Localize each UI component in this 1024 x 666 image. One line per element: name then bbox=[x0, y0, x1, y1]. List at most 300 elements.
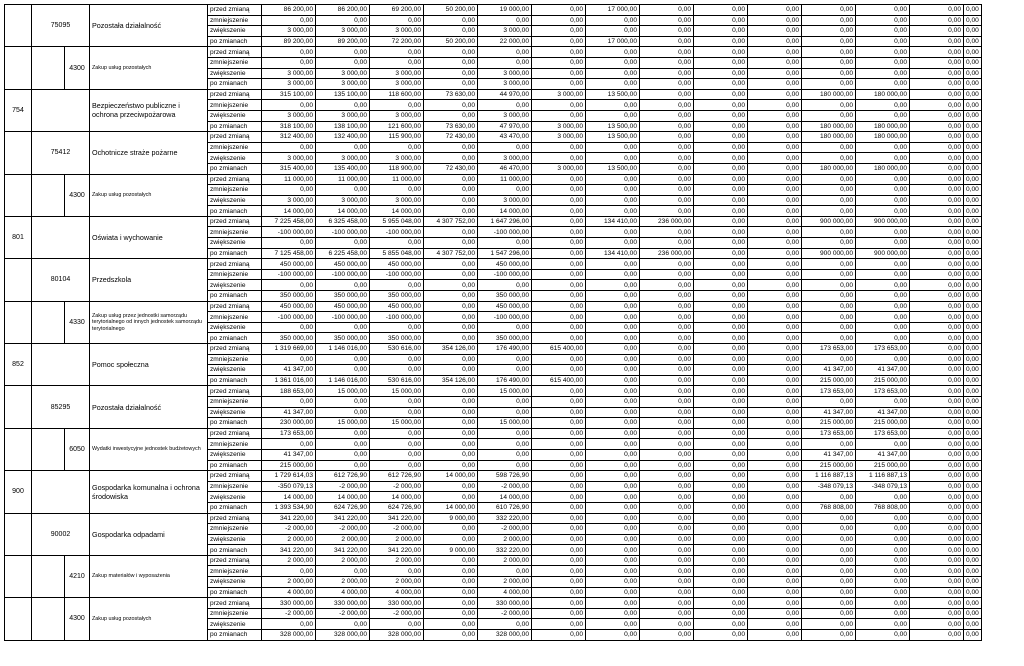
amount-cell: 3 000,00 bbox=[532, 132, 586, 143]
amount-cell: 0,00 bbox=[640, 280, 694, 291]
amount-cell: 0,00 bbox=[748, 428, 802, 439]
amount-cell: 0,00 bbox=[640, 238, 694, 249]
amount-cell: 0,00 bbox=[910, 513, 964, 524]
amount-cell: 0,00 bbox=[910, 301, 964, 312]
amount-cell: 0,00 bbox=[370, 619, 424, 630]
amount-cell: 0,00 bbox=[586, 566, 640, 577]
amount-cell: 50 200,00 bbox=[424, 5, 478, 16]
division-cell bbox=[5, 386, 32, 428]
amount-cell: 0,00 bbox=[532, 153, 586, 164]
amount-cell: 0,00 bbox=[964, 502, 982, 513]
amount-cell: 0,00 bbox=[748, 15, 802, 26]
amount-cell: 15 000,00 bbox=[478, 418, 532, 429]
amount-cell: 0,00 bbox=[910, 502, 964, 513]
amount-cell: 0,00 bbox=[694, 132, 748, 143]
amount-cell: 0,00 bbox=[802, 524, 856, 535]
amount-cell: 0,00 bbox=[316, 449, 370, 460]
amount-cell: 0,00 bbox=[586, 291, 640, 302]
amount-cell: 2 000,00 bbox=[262, 555, 316, 566]
amount-cell: 0,00 bbox=[802, 577, 856, 588]
amount-cell: 3 000,00 bbox=[370, 68, 424, 79]
amount-cell: 0,00 bbox=[532, 79, 586, 90]
amount-cell: -2 000,00 bbox=[262, 524, 316, 535]
amount-cell: 768 808,00 bbox=[802, 502, 856, 513]
amount-cell: 0,00 bbox=[802, 15, 856, 26]
amount-cell: 0,00 bbox=[964, 534, 982, 545]
amount-cell: 0,00 bbox=[694, 89, 748, 100]
amount-cell: 173 653,00 bbox=[802, 428, 856, 439]
amount-cell: 0,00 bbox=[640, 227, 694, 238]
amount-cell: 0,00 bbox=[586, 79, 640, 90]
amount-cell: 0,00 bbox=[748, 333, 802, 344]
amount-cell: 0,00 bbox=[262, 238, 316, 249]
amount-cell: 41 347,00 bbox=[802, 449, 856, 460]
amount-cell: 3 000,00 bbox=[316, 26, 370, 37]
change-type-label: zwiększenie bbox=[208, 365, 262, 376]
amount-cell: 1 729 614,03 bbox=[262, 471, 316, 482]
amount-cell: -2 000,00 bbox=[478, 608, 532, 619]
section-name: Pozostała działalność bbox=[90, 5, 208, 47]
amount-cell: 0,00 bbox=[748, 280, 802, 291]
amount-cell: 0,00 bbox=[694, 269, 748, 280]
change-type-label: przed zmianą bbox=[208, 598, 262, 609]
change-type-label: zwiększenie bbox=[208, 238, 262, 249]
amount-cell: 530 616,00 bbox=[370, 344, 424, 355]
section-name: Oświata i wychowanie bbox=[90, 216, 208, 258]
amount-cell: 0,00 bbox=[910, 312, 964, 323]
amount-cell: 0,00 bbox=[802, 185, 856, 196]
amount-cell: 0,00 bbox=[964, 57, 982, 68]
amount-cell: 0,00 bbox=[640, 163, 694, 174]
amount-cell: 3 000,00 bbox=[478, 68, 532, 79]
amount-cell: 0,00 bbox=[802, 280, 856, 291]
amount-cell: 4 000,00 bbox=[262, 587, 316, 598]
amount-cell: 0,00 bbox=[640, 110, 694, 121]
amount-cell: 0,00 bbox=[748, 577, 802, 588]
amount-cell: 330 000,00 bbox=[370, 598, 424, 609]
amount-cell: 0,00 bbox=[910, 396, 964, 407]
amount-cell: 0,00 bbox=[640, 301, 694, 312]
amount-cell: 0,00 bbox=[910, 492, 964, 503]
amount-cell: 0,00 bbox=[856, 354, 910, 365]
table-row bbox=[5, 555, 982, 566]
change-type-label: zmniejszenie bbox=[208, 227, 262, 238]
table-row bbox=[5, 216, 982, 227]
amount-cell: 0,00 bbox=[316, 280, 370, 291]
amount-cell: 0,00 bbox=[748, 57, 802, 68]
change-type-label: zwiększenie bbox=[208, 619, 262, 630]
amount-cell: 0,00 bbox=[640, 174, 694, 185]
amount-cell: 0,00 bbox=[964, 195, 982, 206]
amount-cell: 0,00 bbox=[586, 153, 640, 164]
amount-cell: 2 000,00 bbox=[316, 534, 370, 545]
amount-cell: 0,00 bbox=[748, 153, 802, 164]
amount-cell: 0,00 bbox=[964, 460, 982, 471]
amount-cell: 3 000,00 bbox=[262, 195, 316, 206]
amount-cell: 72 430,00 bbox=[424, 163, 478, 174]
amount-cell: 0,00 bbox=[802, 100, 856, 111]
amount-cell: 0,00 bbox=[640, 121, 694, 132]
amount-cell: 3 000,00 bbox=[370, 26, 424, 37]
amount-cell: 0,00 bbox=[694, 375, 748, 386]
amount-cell: 0,00 bbox=[478, 322, 532, 333]
amount-cell: 14 000,00 bbox=[424, 471, 478, 482]
amount-cell: 0,00 bbox=[424, 577, 478, 588]
amount-cell: 0,00 bbox=[586, 608, 640, 619]
amount-cell: 4 000,00 bbox=[478, 587, 532, 598]
amount-cell: 0,00 bbox=[424, 555, 478, 566]
amount-cell: -100 000,00 bbox=[262, 312, 316, 323]
amount-cell: 0,00 bbox=[856, 587, 910, 598]
amount-cell: 0,00 bbox=[424, 566, 478, 577]
amount-cell: 0,00 bbox=[910, 121, 964, 132]
chapter-code: 75412 bbox=[32, 132, 90, 174]
amount-cell: 450 000,00 bbox=[370, 259, 424, 270]
amount-cell: 0,00 bbox=[748, 396, 802, 407]
amount-cell: 0,00 bbox=[640, 375, 694, 386]
amount-cell: 0,00 bbox=[748, 227, 802, 238]
amount-cell: 0,00 bbox=[748, 312, 802, 323]
amount-cell: 0,00 bbox=[478, 566, 532, 577]
amount-cell: 0,00 bbox=[586, 100, 640, 111]
amount-cell: 0,00 bbox=[424, 15, 478, 26]
amount-cell: 0,00 bbox=[694, 545, 748, 556]
amount-cell: 135 100,00 bbox=[316, 89, 370, 100]
amount-cell: 0,00 bbox=[532, 587, 586, 598]
amount-cell: 1 361 016,00 bbox=[262, 375, 316, 386]
amount-cell: 0,00 bbox=[424, 492, 478, 503]
amount-cell: 0,00 bbox=[748, 68, 802, 79]
amount-cell: 0,00 bbox=[694, 513, 748, 524]
amount-cell: 0,00 bbox=[640, 68, 694, 79]
change-type-label: przed zmianą bbox=[208, 513, 262, 524]
table-row bbox=[5, 471, 982, 482]
amount-cell: 0,00 bbox=[910, 630, 964, 641]
amount-cell: 0,00 bbox=[640, 132, 694, 143]
amount-cell: 0,00 bbox=[532, 492, 586, 503]
amount-cell: 2 000,00 bbox=[370, 555, 424, 566]
amount-cell: 0,00 bbox=[424, 26, 478, 37]
amount-cell: 0,00 bbox=[748, 79, 802, 90]
amount-cell: 0,00 bbox=[640, 418, 694, 429]
table-body bbox=[5, 5, 982, 641]
table-row bbox=[5, 344, 982, 355]
change-type-label: zmniejszenie bbox=[208, 354, 262, 365]
amount-cell: 0,00 bbox=[748, 587, 802, 598]
amount-cell: 0,00 bbox=[910, 163, 964, 174]
amount-cell: 0,00 bbox=[964, 269, 982, 280]
amount-cell: 0,00 bbox=[640, 142, 694, 153]
amount-cell: 0,00 bbox=[856, 79, 910, 90]
amount-cell: 0,00 bbox=[640, 471, 694, 482]
amount-cell: 0,00 bbox=[532, 513, 586, 524]
amount-cell: 0,00 bbox=[964, 524, 982, 535]
amount-cell: 2 000,00 bbox=[262, 534, 316, 545]
amount-cell: 350 000,00 bbox=[478, 291, 532, 302]
amount-cell: 118 600,00 bbox=[370, 89, 424, 100]
amount-cell: 138 100,00 bbox=[316, 121, 370, 132]
amount-cell: 615 400,00 bbox=[532, 344, 586, 355]
amount-cell: 0,00 bbox=[478, 47, 532, 58]
amount-cell: 0,00 bbox=[856, 153, 910, 164]
amount-cell: 0,00 bbox=[856, 513, 910, 524]
amount-cell: 0,00 bbox=[316, 407, 370, 418]
amount-cell: 14 000,00 bbox=[424, 502, 478, 513]
amount-cell: 0,00 bbox=[802, 354, 856, 365]
amount-cell: 0,00 bbox=[694, 79, 748, 90]
amount-cell: 0,00 bbox=[910, 36, 964, 47]
amount-cell: 0,00 bbox=[748, 132, 802, 143]
amount-cell: 0,00 bbox=[424, 238, 478, 249]
amount-cell: 0,00 bbox=[424, 354, 478, 365]
amount-cell: 0,00 bbox=[424, 195, 478, 206]
division-cell bbox=[5, 174, 32, 216]
amount-cell: 315 100,00 bbox=[262, 89, 316, 100]
change-type-label: po zmianach bbox=[208, 587, 262, 598]
amount-cell: 0,00 bbox=[748, 418, 802, 429]
change-type-label: po zmianach bbox=[208, 36, 262, 47]
amount-cell: 0,00 bbox=[802, 492, 856, 503]
chapter-cell bbox=[32, 47, 65, 89]
amount-cell: 0,00 bbox=[964, 439, 982, 450]
amount-cell: 0,00 bbox=[424, 110, 478, 121]
amount-cell: 0,00 bbox=[424, 174, 478, 185]
table-row bbox=[5, 513, 982, 524]
change-type-label: przed zmianą bbox=[208, 555, 262, 566]
amount-cell: 0,00 bbox=[964, 26, 982, 37]
amount-cell: 0,00 bbox=[694, 195, 748, 206]
change-type-label: po zmianach bbox=[208, 291, 262, 302]
amount-cell: 0,00 bbox=[964, 280, 982, 291]
amount-cell: 0,00 bbox=[748, 555, 802, 566]
amount-cell: 0,00 bbox=[802, 312, 856, 323]
amount-cell: 0,00 bbox=[910, 354, 964, 365]
amount-cell: 0,00 bbox=[748, 110, 802, 121]
amount-cell: 89 200,00 bbox=[262, 36, 316, 47]
amount-cell: 0,00 bbox=[586, 333, 640, 344]
amount-cell: 0,00 bbox=[640, 153, 694, 164]
amount-cell: 73 630,00 bbox=[424, 89, 478, 100]
amount-cell: 0,00 bbox=[748, 238, 802, 249]
amount-cell: 0,00 bbox=[802, 174, 856, 185]
amount-cell: 0,00 bbox=[478, 396, 532, 407]
amount-cell: 0,00 bbox=[532, 312, 586, 323]
amount-cell: 3 000,00 bbox=[532, 121, 586, 132]
amount-cell: 0,00 bbox=[694, 555, 748, 566]
chapter-cell bbox=[32, 428, 65, 470]
amount-cell: 180 000,00 bbox=[802, 132, 856, 143]
division-code: 900 bbox=[5, 471, 32, 513]
amount-cell: 0,00 bbox=[586, 619, 640, 630]
amount-cell: 0,00 bbox=[424, 439, 478, 450]
change-type-label: zmniejszenie bbox=[208, 439, 262, 450]
amount-cell: 0,00 bbox=[856, 57, 910, 68]
amount-cell: 0,00 bbox=[316, 322, 370, 333]
section-name: Gospodarka komunalna i ochrona środowiska bbox=[90, 471, 208, 513]
table-row bbox=[5, 174, 982, 185]
amount-cell: 0,00 bbox=[532, 449, 586, 460]
amount-cell: 341 220,00 bbox=[316, 545, 370, 556]
amount-cell: 330 000,00 bbox=[478, 598, 532, 609]
amount-cell: 0,00 bbox=[478, 142, 532, 153]
change-type-label: zwiększenie bbox=[208, 407, 262, 418]
amount-cell: -348 079,13 bbox=[856, 481, 910, 492]
amount-cell: 450 000,00 bbox=[316, 259, 370, 270]
change-type-label: przed zmianą bbox=[208, 259, 262, 270]
amount-cell: 0,00 bbox=[856, 619, 910, 630]
amount-cell: 0,00 bbox=[640, 322, 694, 333]
amount-cell: 0,00 bbox=[694, 216, 748, 227]
amount-cell: 0,00 bbox=[964, 449, 982, 460]
paragraph-code: 4330 bbox=[65, 301, 90, 343]
amount-cell: 0,00 bbox=[640, 598, 694, 609]
paragraph-code: 4300 bbox=[65, 174, 90, 216]
amount-cell: 41 347,00 bbox=[262, 365, 316, 376]
amount-cell: 0,00 bbox=[424, 386, 478, 397]
amount-cell: 0,00 bbox=[856, 110, 910, 121]
amount-cell: 0,00 bbox=[370, 47, 424, 58]
amount-cell: -100 000,00 bbox=[316, 312, 370, 323]
amount-cell: 132 400,00 bbox=[316, 132, 370, 143]
amount-cell: 0,00 bbox=[532, 259, 586, 270]
amount-cell: 0,00 bbox=[478, 449, 532, 460]
amount-cell: 173 653,00 bbox=[856, 428, 910, 439]
amount-cell: 0,00 bbox=[694, 238, 748, 249]
amount-cell: 0,00 bbox=[694, 407, 748, 418]
amount-cell: 0,00 bbox=[532, 36, 586, 47]
amount-cell: 0,00 bbox=[694, 142, 748, 153]
section-name: Bezpieczeństwo publiczne i ochrona przeciwpożarowa bbox=[90, 89, 208, 131]
amount-cell: 0,00 bbox=[640, 513, 694, 524]
amount-cell: 0,00 bbox=[262, 322, 316, 333]
amount-cell: 0,00 bbox=[910, 619, 964, 630]
amount-cell: 0,00 bbox=[370, 449, 424, 460]
amount-cell: -2 000,00 bbox=[478, 524, 532, 535]
amount-cell: 0,00 bbox=[748, 502, 802, 513]
section-name: Zakup materiałów i wyposażenia bbox=[90, 555, 208, 597]
amount-cell: 0,00 bbox=[532, 577, 586, 588]
amount-cell: 0,00 bbox=[694, 492, 748, 503]
amount-cell: 0,00 bbox=[748, 47, 802, 58]
change-type-label: po zmianach bbox=[208, 502, 262, 513]
amount-cell: 0,00 bbox=[532, 15, 586, 26]
amount-cell: 215 000,00 bbox=[802, 460, 856, 471]
amount-cell: 0,00 bbox=[316, 619, 370, 630]
amount-cell: 0,00 bbox=[964, 396, 982, 407]
amount-cell: 0,00 bbox=[316, 439, 370, 450]
amount-cell: 0,00 bbox=[856, 36, 910, 47]
amount-cell: 0,00 bbox=[640, 502, 694, 513]
amount-cell: 0,00 bbox=[748, 26, 802, 37]
amount-cell: 0,00 bbox=[910, 174, 964, 185]
amount-cell: 3 000,00 bbox=[262, 110, 316, 121]
amount-cell: 41 347,00 bbox=[262, 407, 316, 418]
amount-cell: 0,00 bbox=[694, 36, 748, 47]
amount-cell: 0,00 bbox=[802, 630, 856, 641]
amount-cell: -100 000,00 bbox=[478, 269, 532, 280]
amount-cell: 0,00 bbox=[910, 110, 964, 121]
amount-cell: 0,00 bbox=[748, 365, 802, 376]
amount-cell: 0,00 bbox=[748, 100, 802, 111]
amount-cell: 0,00 bbox=[910, 248, 964, 259]
amount-cell: 0,00 bbox=[532, 418, 586, 429]
amount-cell: 0,00 bbox=[694, 259, 748, 270]
amount-cell: -100 000,00 bbox=[370, 227, 424, 238]
amount-cell: 0,00 bbox=[964, 471, 982, 482]
amount-cell: 134 410,00 bbox=[586, 248, 640, 259]
amount-cell: 215 000,00 bbox=[802, 418, 856, 429]
amount-cell: 0,00 bbox=[532, 534, 586, 545]
change-type-label: zmniejszenie bbox=[208, 57, 262, 68]
amount-cell: 0,00 bbox=[532, 5, 586, 16]
amount-cell: 610 726,90 bbox=[478, 502, 532, 513]
amount-cell: 0,00 bbox=[586, 492, 640, 503]
amount-cell: 0,00 bbox=[370, 439, 424, 450]
amount-cell: 0,00 bbox=[964, 619, 982, 630]
amount-cell: 89 200,00 bbox=[316, 36, 370, 47]
amount-cell: 236 000,00 bbox=[640, 248, 694, 259]
amount-cell: 46 470,00 bbox=[478, 163, 532, 174]
amount-cell: 0,00 bbox=[532, 26, 586, 37]
chapter-cell bbox=[32, 598, 65, 640]
amount-cell: 0,00 bbox=[532, 555, 586, 566]
amount-cell: 0,00 bbox=[532, 301, 586, 312]
amount-cell: 9 000,00 bbox=[424, 513, 478, 524]
amount-cell: 0,00 bbox=[478, 280, 532, 291]
amount-cell: 0,00 bbox=[748, 524, 802, 535]
amount-cell: 0,00 bbox=[532, 365, 586, 376]
amount-cell: 0,00 bbox=[694, 174, 748, 185]
amount-cell: 0,00 bbox=[802, 5, 856, 16]
amount-cell: 0,00 bbox=[586, 577, 640, 588]
change-type-label: po zmianach bbox=[208, 206, 262, 217]
amount-cell: 0,00 bbox=[964, 227, 982, 238]
amount-cell: 41 347,00 bbox=[262, 449, 316, 460]
amount-cell: 0,00 bbox=[640, 545, 694, 556]
division-cell bbox=[5, 555, 32, 597]
amount-cell: 0,00 bbox=[748, 89, 802, 100]
amount-cell: 0,00 bbox=[586, 449, 640, 460]
amount-cell: 0,00 bbox=[424, 428, 478, 439]
amount-cell: 0,00 bbox=[694, 163, 748, 174]
amount-cell: 341 220,00 bbox=[370, 513, 424, 524]
amount-cell: 0,00 bbox=[802, 555, 856, 566]
amount-cell: 0,00 bbox=[802, 36, 856, 47]
amount-cell: 612 726,90 bbox=[370, 471, 424, 482]
amount-cell: 450 000,00 bbox=[262, 259, 316, 270]
amount-cell: 0,00 bbox=[802, 269, 856, 280]
amount-cell: 354 126,00 bbox=[424, 344, 478, 355]
amount-cell: 215 000,00 bbox=[802, 375, 856, 386]
amount-cell: 215 000,00 bbox=[262, 460, 316, 471]
amount-cell: 13 500,00 bbox=[586, 132, 640, 143]
amount-cell: 0,00 bbox=[910, 449, 964, 460]
amount-cell: 0,00 bbox=[586, 269, 640, 280]
amount-cell: 0,00 bbox=[910, 481, 964, 492]
amount-cell: 0,00 bbox=[640, 89, 694, 100]
amount-cell: 0,00 bbox=[424, 365, 478, 376]
amount-cell: 0,00 bbox=[748, 598, 802, 609]
amount-cell: 0,00 bbox=[748, 142, 802, 153]
amount-cell: 0,00 bbox=[856, 598, 910, 609]
amount-cell: 0,00 bbox=[424, 322, 478, 333]
amount-cell: 0,00 bbox=[640, 630, 694, 641]
amount-cell: 0,00 bbox=[910, 322, 964, 333]
amount-cell: 0,00 bbox=[856, 630, 910, 641]
amount-cell: 0,00 bbox=[910, 587, 964, 598]
amount-cell: 0,00 bbox=[262, 185, 316, 196]
amount-cell: 0,00 bbox=[802, 238, 856, 249]
